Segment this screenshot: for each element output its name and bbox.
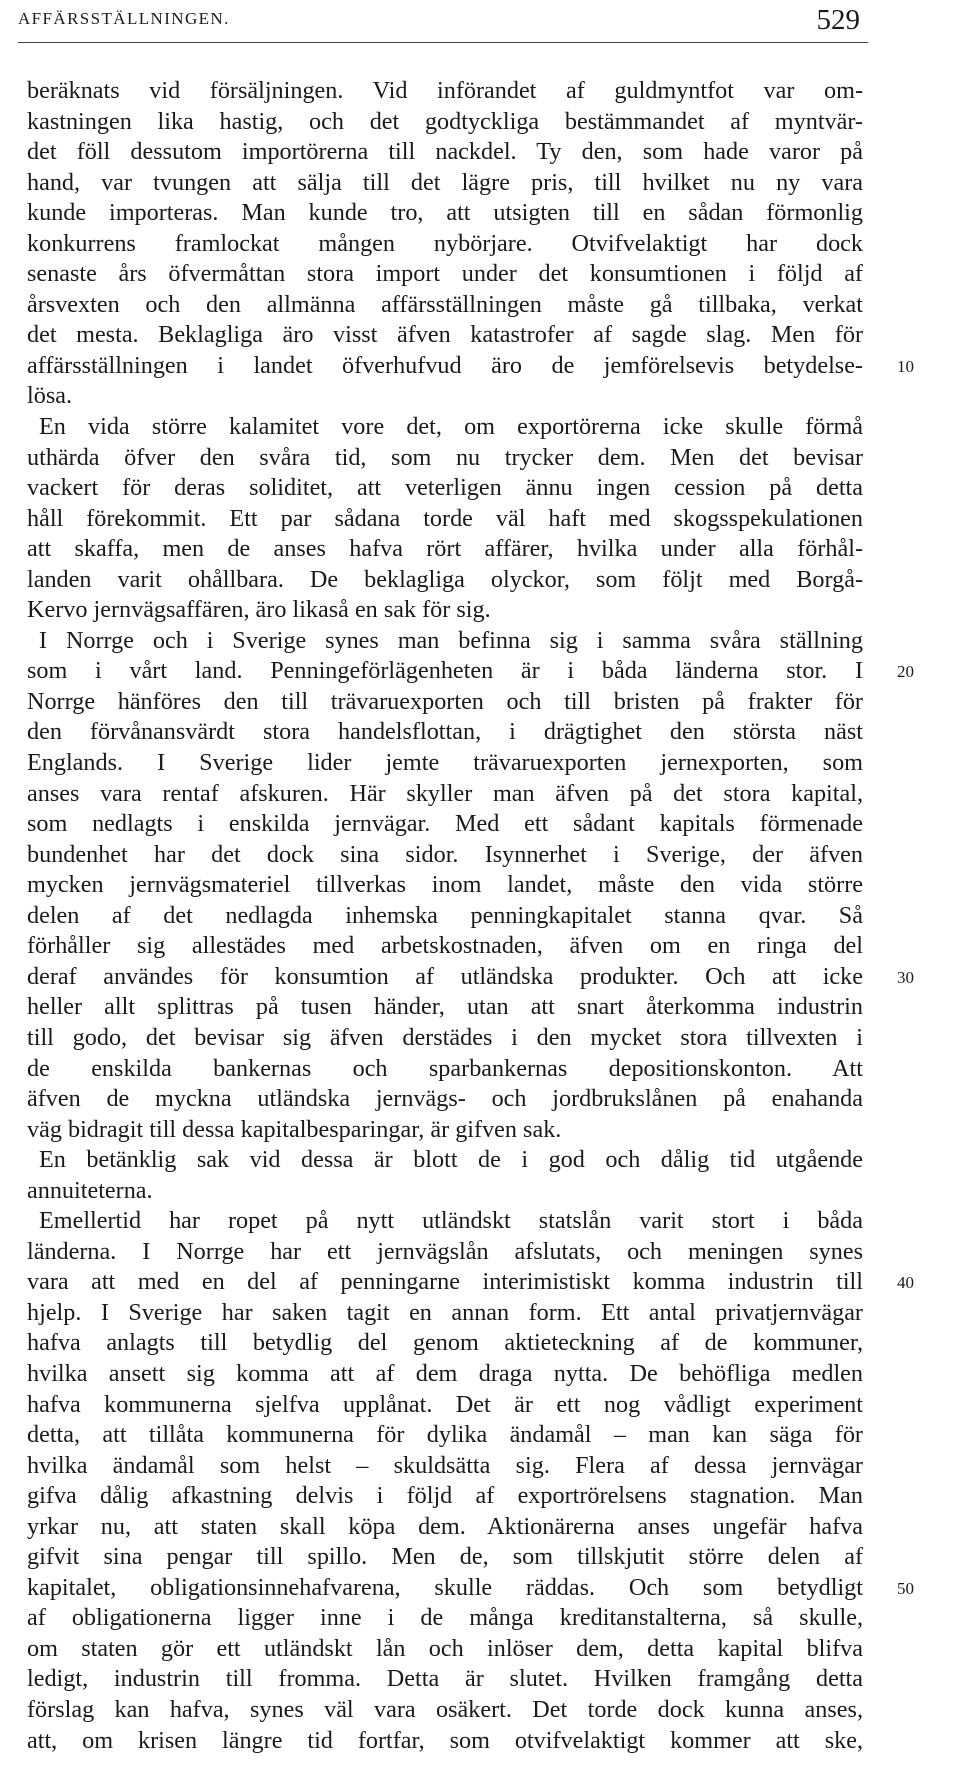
text-line: att, om krisen längre tid fortfar, som otvifvelaktigt kommer att ske, [27,1726,863,1754]
text-line: yrkar nu, att staten skall köpa dem. Aktionärerna anses ungefär hafva [27,1512,863,1540]
line-number: 20 [897,662,914,682]
text-line: hafva kommunerna sjelfva upplånat. Det är ett nog vådligt experiment [27,1390,863,1418]
text-line: årsvexten och den allmänna affärsställningen måste gå tillbaka, verkat [27,290,863,318]
text-line: beräknats vid försäljningen. Vid införandet af guldmyntfot var om- [27,77,863,104]
text-line: förslag kan hafva, synes väl vara osäkert. Det torde dock kunna anses, [27,1695,863,1723]
text-line: gifvit sina pengar till spillo. Men de, som tillskjutit större delen af [27,1543,863,1571]
text-line: hand, var tvungen att sälja till det lägre pris, till hvilket nu ny vara [27,168,863,196]
text-line: konkurrens framlockat mången nybörjare. Otvifvelaktigt har dock [27,229,863,257]
text-line: delen af det nedlagda inhemska penningkapitalet stanna qvar. Så [27,901,863,929]
text-line: ledigt, industrin till fromma. Detta är slutet. Hvilken framgång detta [27,1665,863,1693]
text-line: det mesta. Beklagliga äro visst äfven katastrofer af sagde slag. Men för [27,321,863,349]
text-line: äfven de myckna utländska jernvägs- och jordbrukslånen på enahanda [27,1085,863,1113]
text-line: hvilka ändamål som helst – skuldsätta sig. Flera af dessa jernvägar [27,1451,863,1479]
text-line: länderna. I Norrge har ett jernvägslån afslutats, och meningen synes [27,1237,863,1265]
text-line: af obligationerna ligger inne i de många kreditanstalterna, så skulle, [27,1604,863,1632]
text-line: Englands. I Sverige lider jemte trävaruexporten jernexporten, som [27,749,863,777]
header-rule [18,42,868,43]
text-line: lösa. [27,382,73,410]
line-number: 10 [897,356,914,376]
text-line: I Norrge och i Sverige synes man befinna sig i samma svåra ställning [39,626,863,654]
text-line: gifva dålig afkastning delvis i följd af exportrörelsens stagnation. Man [27,1482,863,1510]
text-line: uthärda öfver den svåra tid, som nu trycker dem. Men det bevisar [27,443,863,471]
text-line: En vida större kalamitet vore det, om exportörerna icke skulle förmå [39,413,863,441]
text-line: anses vara rentaf afskuren. Här skyller man äfven på det stora kapital, [27,779,863,807]
text-line: förhåller sig allestädes med arbetskostnaden, äfven om en ringa del [27,932,863,960]
text-line: kunde importeras. Man kunde tro, att utsigten till en sådan förmonlig [27,199,863,227]
text-line: kastningen lika hastig, och det godtyckliga bestämmandet af myntvär- [27,107,863,135]
text-line: kapitalet, obligationsinnehafvarena, skulle räddas. Och som betydligt [27,1573,863,1601]
text-line: hvilka ansett sig komma att af dem draga nytta. De behöfliga medlen [27,1359,863,1387]
body-text [27,76,863,1756]
text-line: de enskilda bankernas och sparbankernas depositionskonton. Att [27,1054,863,1082]
text-line: vackert för deras soliditet, att veterligen ännu ingen cession på detta [27,474,863,502]
line-number: 50 [897,1578,914,1598]
text-line: om staten gör ett utländskt lån och inlöser dem, detta kapital blifva [27,1634,863,1662]
text-line: vara att med en del af penningarne interimistiskt komma industrin till [27,1268,863,1296]
text-line: heller allt splittras på tusen händer, utan att snart återkomma industrin [27,993,863,1021]
text-line: håll förekommit. Ett par sådana torde väl haft med skogsspekulationen [27,504,863,532]
text-line: senaste års öfvermåttan stora import under det konsumtionen i följd af [27,260,863,288]
text-line: den förvånansvärdt stora handelsflottan, i drägtighet den största näst [27,718,863,746]
text-line: hjelp. I Sverige har saken tagit en annan form. Ett antal privatjernvägar [27,1298,863,1326]
text-line: bundenhet har det dock sina sidor. Isynnerhet i Sverige, der äfven [27,840,863,868]
text-line: annuiteterna. [27,1176,153,1204]
text-line: Norrge hänföres den till trävaruexporten och till bristen på frakter för [27,687,863,715]
line-number: 30 [897,967,914,987]
text-line: En betänklig sak vid dessa är blott de i god och dålig tid utgående [39,1146,863,1174]
text-line: till godo, det bevisar sig äfven derstädes i den mycket stora tillvexten i [27,1023,863,1051]
text-line: som i vårt land. Penningeförlägenheten är i båda länderna stor. I [27,657,863,685]
text-line: Kervo jernvägsaffären, äro likaså en sak för sig. [27,596,491,624]
running-title: AFFÄRSSTÄLLNINGEN. [18,9,230,28]
page-number: 529 [816,4,860,36]
text-line: väg bidragit till dessa kapitalbesparingar, är gifven sak. [27,1115,562,1143]
text-line: detta, att tillåta kommunerna för dylika ändamål – man kan säga för [27,1421,863,1449]
text-line: att skaffa, men de anses hafva rört affärer, hvilka under alla förhål- [27,535,863,563]
text-line: landen varit ohållbara. De beklagliga olyckor, som följt med Borgå- [27,565,863,593]
line-number: 40 [897,1273,914,1293]
text-line: affärsställningen i landet öfverhufvud äro de jemförelsevis betydelse- [27,351,863,379]
text-line: det föll dessutom importörerna till nackdel. Ty den, som hade varor på [27,138,863,166]
text-line: som nedlagts i enskilda jernvägar. Med ett sådant kapitals förmenade [27,810,863,838]
text-line: Emellertid har ropet på nytt utländskt statslån varit stort i båda [39,1207,863,1235]
text-line: mycken jernvägsmateriel tillverkas inom landet, måste den vida större [27,871,863,899]
text-line: deraf användes för konsumtion af utländska produkter. Och att icke [27,962,863,990]
running-head [18,4,868,48]
text-line: hafva anlagts till betydlig del genom aktieteckning af de kommuner, [27,1329,863,1357]
